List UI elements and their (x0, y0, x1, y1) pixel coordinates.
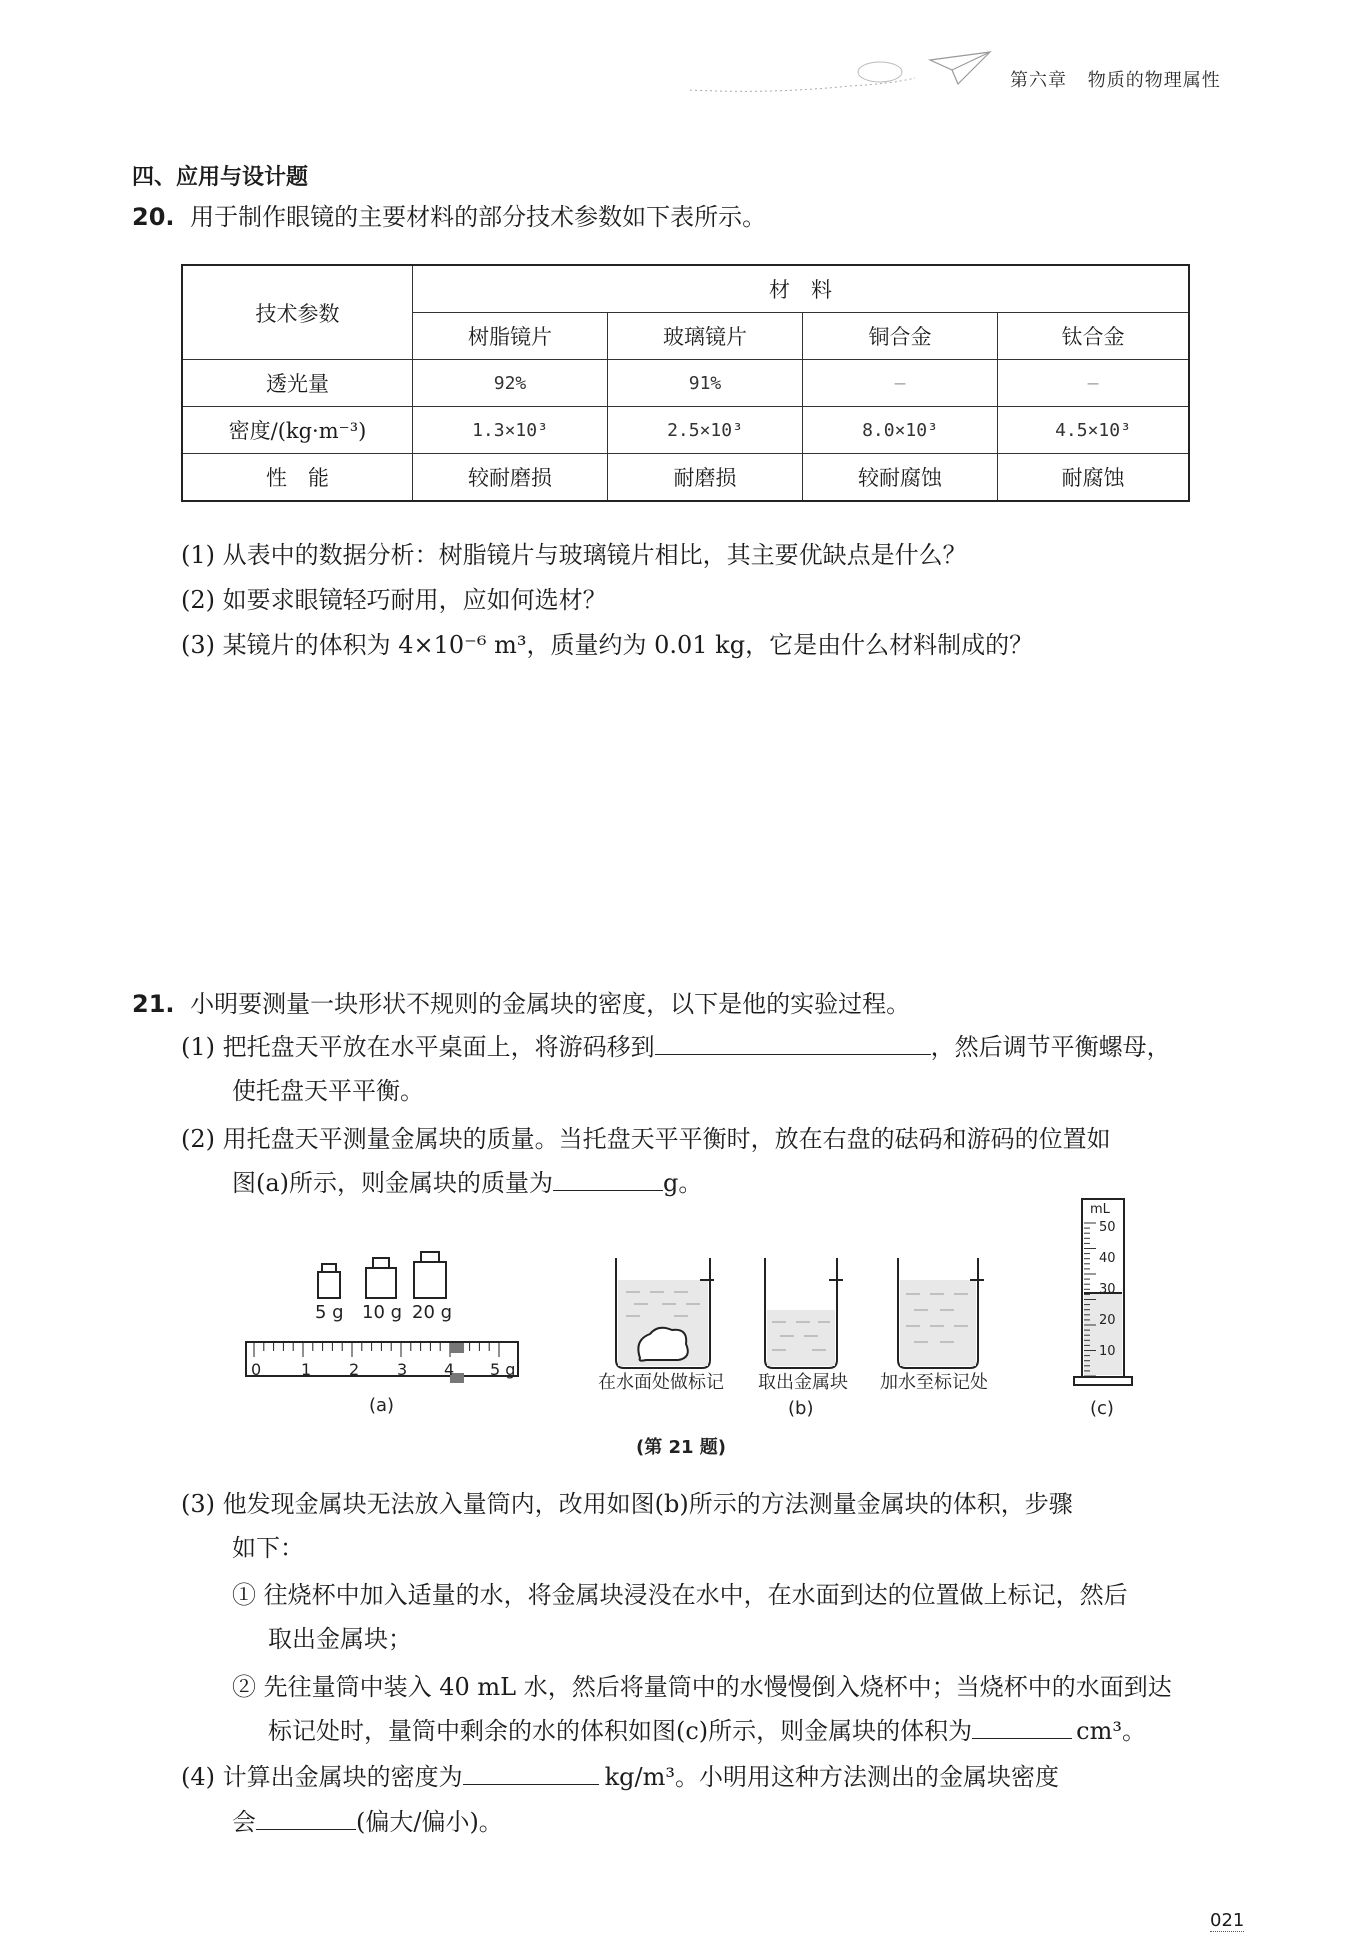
materials-table (181, 264, 1190, 502)
weight-20g (414, 1252, 446, 1298)
answer-blank[interactable] (463, 1760, 599, 1785)
chapter-label: 第六章 (1010, 70, 1067, 91)
q21-s4-text: (4) 计算出金属块的密度为 (181, 1763, 463, 1791)
cylinder-tick: 50 (1099, 1220, 1116, 1235)
q20-stem-line (132, 200, 766, 234)
answer-blank[interactable] (972, 1714, 1072, 1739)
q21-s4-text: kg/m³。小明用这种方法测出的金属块密度 (604, 1763, 1059, 1791)
figure-caption: (第 21 题) (636, 1437, 727, 1458)
q21-s3-line: (3) 他发现金属块无法放入量筒内，改用如图(b)所示的方法测量金属块的体积，步骤 (181, 1490, 1073, 1518)
table-cell: 较耐磨损 (413, 454, 608, 502)
beaker-caption: 取出金属块 (758, 1372, 848, 1393)
beaker-1 (616, 1258, 714, 1368)
q21-s3-text: cm³。 (1076, 1717, 1146, 1745)
material-header: 钛合金 (998, 313, 1190, 360)
answer-blank[interactable] (553, 1166, 663, 1191)
weight-label: 10 g (362, 1302, 403, 1323)
weight-10g (366, 1258, 396, 1298)
scale-tick-label: 4 (444, 1360, 455, 1379)
table-cell: 92% (413, 360, 608, 407)
q21-s3-step1: ① 往烧杯中加入适量的水，将金属块浸没在水中，在水面到达的位置做上标记，然后 (232, 1581, 1128, 1609)
table-group-header: 材 料 (413, 265, 1190, 313)
q21-s3-step2-cont (268, 1714, 1146, 1748)
figure-b-label: (b) (788, 1398, 814, 1419)
q21-s3-step1-cont: 取出金属块； (268, 1625, 412, 1653)
table-cell: 91% (608, 360, 803, 407)
table-cell: 较耐腐蚀 (803, 454, 998, 502)
q20-number: 20. (132, 203, 175, 231)
figure-c-label: (c) (1090, 1398, 1114, 1419)
scale-tick-label: 0 (251, 1360, 262, 1379)
q21-s3-step2: ② 先往量筒中装入 40 mL 水，然后将量筒中的水慢慢倒入烧杯中；当烧杯中的水面到达 (232, 1673, 1172, 1701)
q21-s1-text: ，然后调节平衡螺母， (930, 1033, 1171, 1061)
figure-a-balance-diagram (240, 1250, 530, 1400)
weight-5g (318, 1264, 340, 1298)
table-cell: 2.5×10³ (608, 407, 803, 454)
answer-blank[interactable] (655, 1030, 931, 1055)
q20-sub1: (1) 从表中的数据分析：树脂镜片与玻璃镜片相比，其主要优缺点是什么？ (181, 541, 967, 569)
q21-s1-cont: 使托盘天平平衡。 (232, 1077, 424, 1105)
cylinder-tick: 40 (1099, 1251, 1116, 1266)
q21-s3-cont: 如下： (232, 1534, 304, 1562)
table-cell: — (998, 360, 1190, 407)
chapter-title: 物质的物理属性 (1087, 70, 1221, 91)
q21-s2-text: g。 (663, 1169, 703, 1197)
q20-sub2: (2) 如要求眼镜轻巧耐用，应如何选材？ (181, 586, 607, 614)
q21-s1-text: (1) 把托盘天平放在水平桌面上，将游码移到 (181, 1033, 655, 1061)
cylinder-tick: 10 (1099, 1344, 1116, 1359)
weight-label: 5 g (315, 1302, 344, 1323)
scale-tick-label: 5 g (490, 1360, 516, 1379)
header-decoration (690, 50, 1000, 100)
q21-s2-text: 图(a)所示，则金属块的质量为 (232, 1169, 554, 1197)
table-cell: — (803, 360, 998, 407)
beaker-caption: 加水至标记处 (880, 1372, 988, 1393)
material-header: 树脂镜片 (413, 313, 608, 360)
figure-b-beakers-diagram (600, 1240, 1020, 1380)
row-label: 密度/(kg·m⁻³) (182, 407, 413, 454)
answer-blank[interactable] (256, 1805, 356, 1830)
table-cell: 耐磨损 (608, 454, 803, 502)
q21-s4-text: 会 (232, 1808, 256, 1836)
row-label: 透光量 (182, 360, 413, 407)
material-header: 铜合金 (803, 313, 998, 360)
q21-stem: 小明要测量一块形状不规则的金属块的密度，以下是他的实验过程。 (190, 990, 911, 1018)
q21-s4-cont (232, 1805, 503, 1839)
scale-tick-label: 1 (301, 1360, 312, 1379)
q21-s2-line: (2) 用托盘天平测量金属块的质量。当托盘天平平衡时，放在右盘的砝码和游码的位置如 (181, 1125, 1111, 1153)
beaker-caption: 在水面处做标记 (598, 1372, 724, 1393)
cylinder-tick: 20 (1099, 1313, 1116, 1328)
table-corner: 技术参数 (182, 265, 413, 360)
scale-bar (246, 1342, 518, 1376)
q21-s3-text: 标记处时，量筒中剩余的水的体积如图(c)所示，则金属块的体积为 (268, 1717, 973, 1745)
page-number: 021 (1210, 1910, 1245, 1931)
table-cell: 1.3×10³ (413, 407, 608, 454)
q21-stem-line (132, 987, 910, 1021)
q21-s2-cont (232, 1166, 702, 1200)
material-header: 玻璃镜片 (608, 313, 803, 360)
table-cell: 耐腐蚀 (998, 454, 1190, 502)
cylinder-tick: 30 (1099, 1282, 1116, 1297)
table-cell: 4.5×10³ (998, 407, 1190, 454)
scale-tick-label: 2 (349, 1360, 360, 1379)
q21-s1-line (181, 1030, 1171, 1064)
scale-tick-label: 3 (397, 1360, 408, 1379)
q21-s4-line (181, 1760, 1059, 1794)
beaker-2 (765, 1258, 843, 1368)
rider-top (450, 1343, 464, 1353)
q20-sub3: (3) 某镜片的体积为 4×10⁻⁶ m³，质量约为 0.01 kg，它是由什么材料制成的？ (181, 631, 1034, 659)
figure-a-label: (a) (369, 1395, 395, 1416)
page-header (1010, 66, 1221, 92)
beaker-3 (898, 1258, 984, 1368)
q20-stem: 用于制作眼镜的主要材料的部分技术参数如下表所示。 (190, 203, 767, 231)
row-label: 性 能 (182, 454, 413, 502)
q21-s4-text: (偏大/偏小)。 (356, 1808, 503, 1836)
cylinder-unit: mL (1090, 1202, 1110, 1217)
weight-label: 20 g (412, 1302, 453, 1323)
table-cell: 8.0×10³ (803, 407, 998, 454)
section-title: 四、应用与设计题 (132, 165, 309, 190)
q21-number: 21. (132, 990, 175, 1018)
